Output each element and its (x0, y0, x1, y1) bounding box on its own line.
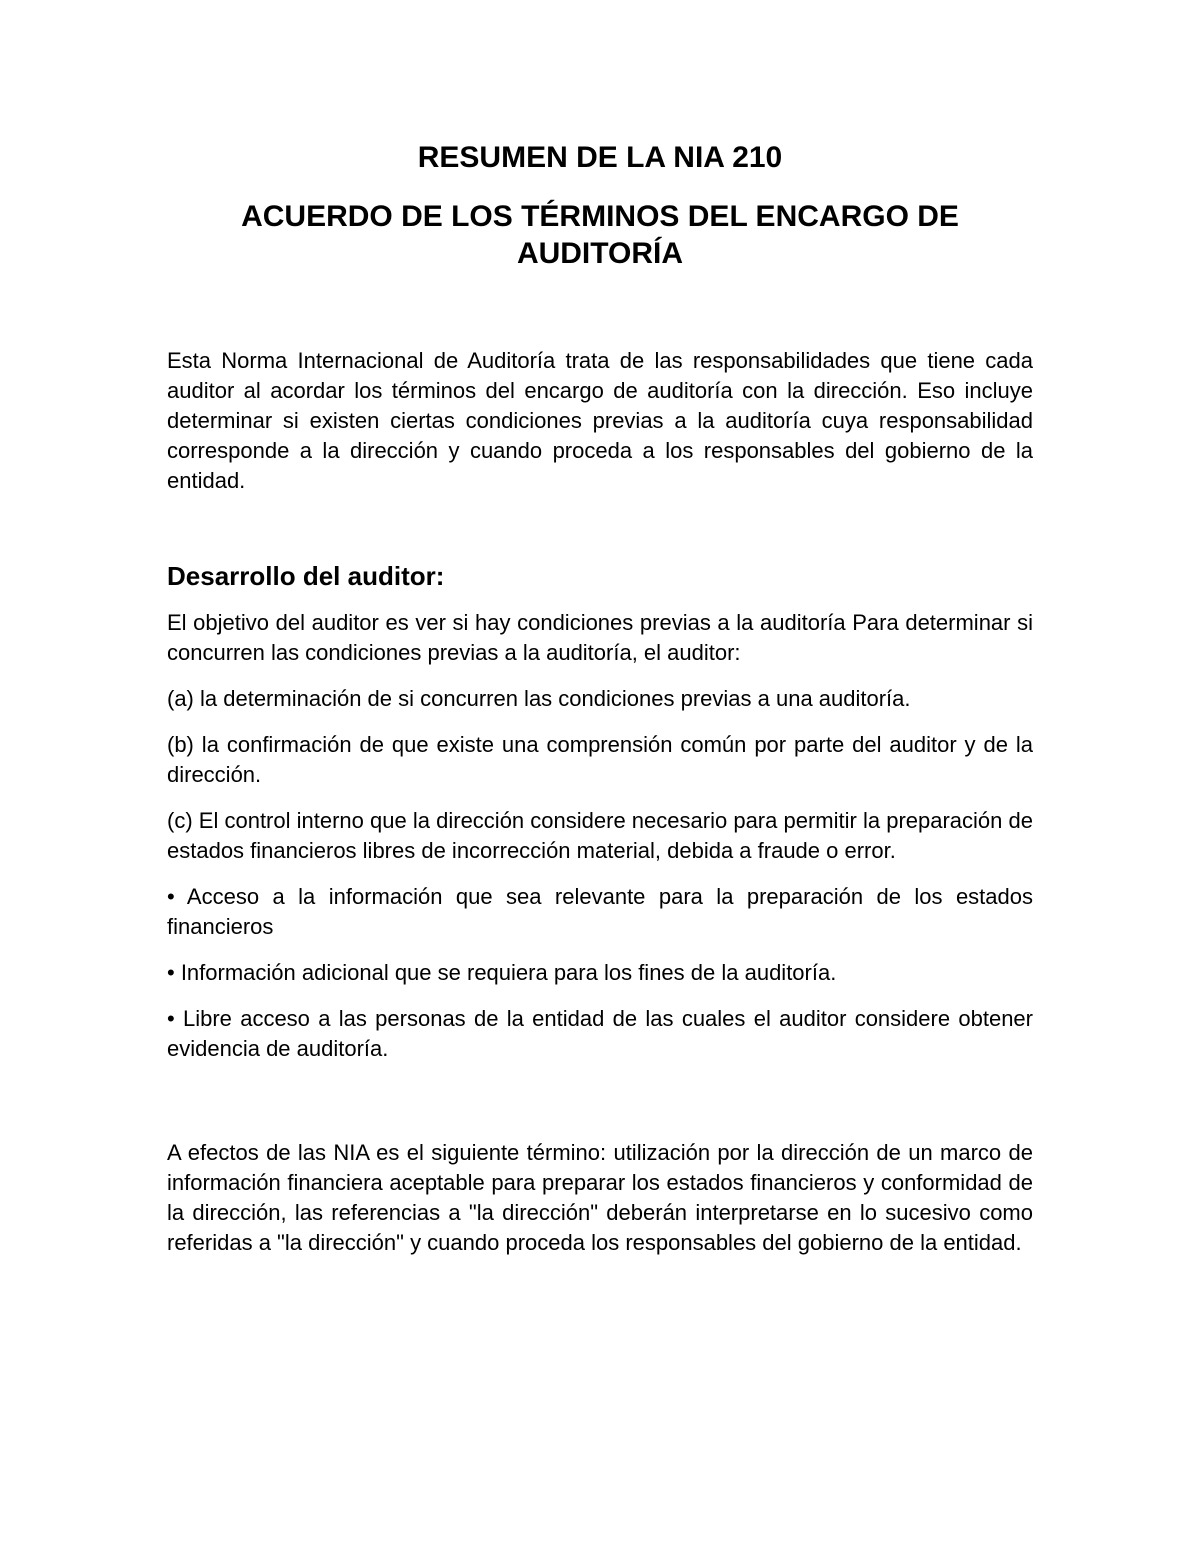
document-subtitle (167, 198, 1033, 272)
intro-paragraph: Esta Norma Internacional de Auditoría trata de las responsabilidades que tiene cada auditor al acordar los términos del encargo de auditoría con la dirección. Eso incluye determinar si existen ciertas condiciones previas a la auditoría cuya responsabilidad corresponde a la dirección y cuando proceda a los responsables del gobierno de la entidad. (167, 348, 1033, 493)
list-item-a: (a) la determinación de si concurren las condiciones previas a una auditoría. (167, 686, 911, 711)
list-item-b: (b) la confirmación de que existe una comprensión común por parte del auditor y de la dirección. (167, 732, 1033, 787)
bullet-item-1: • Acceso a la información que sea relevante para la preparación de los estados financieros (167, 884, 1033, 939)
document-subtitle-line-2: AUDITORÍA (516, 237, 684, 270)
document-body (167, 140, 1033, 1258)
list-item-c: (c) El control interno que la dirección considere necesario para permitir la preparación de estados financieros libres de incorrección material, debida a fraude o error. (167, 808, 1033, 863)
bullet-item-3: • Libre acceso a las personas de la entidad de las cuales el auditor considere obtener evidencia de auditoría. (167, 1006, 1033, 1061)
document-title: RESUMEN DE LA NIA 210 (417, 141, 783, 174)
closing-paragraph: A efectos de las NIA es el siguiente término: utilización por la dirección de un marco de información financiera aceptable para preparar los estados financieros y conformidad de la dirección, las referencias a "la dirección" deberán interpretarse en lo sucesivo como referidas a "la dirección" y cuando proceda los responsables del gobierno de la entidad. (167, 1140, 1033, 1255)
objective-paragraph: El objetivo del auditor es ver si hay condiciones previas a la auditoría Para determinar si concurren las condiciones previas a la auditoría, el auditor: (167, 610, 1033, 665)
bullet-item-2: • Información adicional que se requiera para los fines de la auditoría. (167, 960, 837, 985)
section-heading: Desarrollo del auditor: (167, 561, 445, 591)
document-subtitle-line-1: ACUERDO DE LOS TÉRMINOS DEL ENCARGO DE (241, 200, 959, 233)
